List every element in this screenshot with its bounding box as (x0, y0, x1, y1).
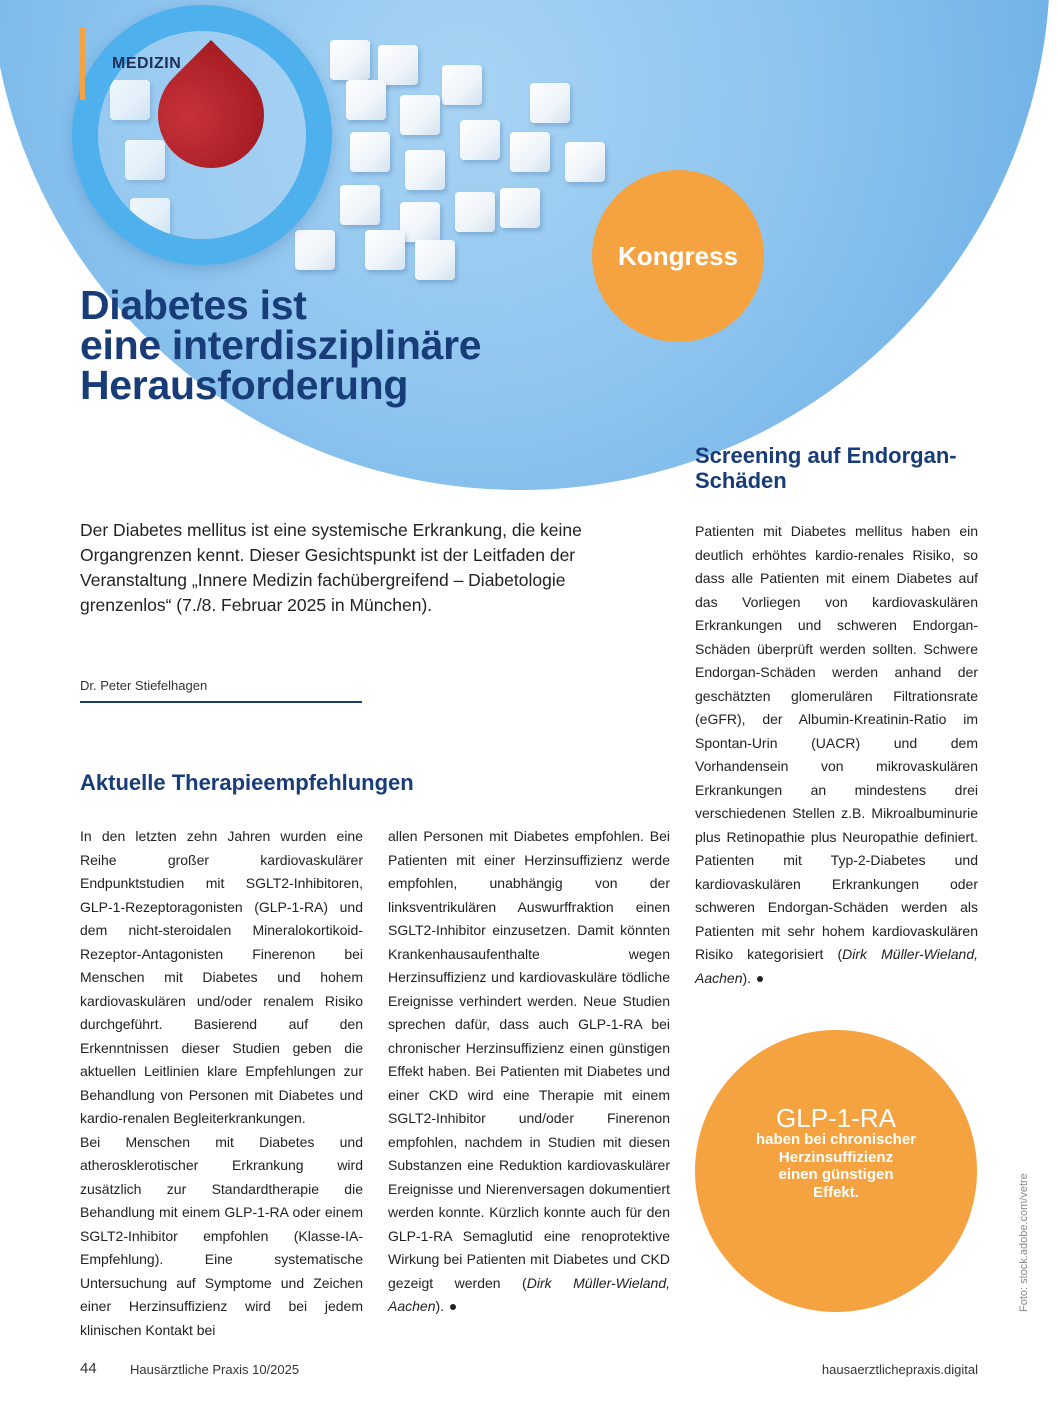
lead-paragraph: Der Diabetes mellitus ist eine systemische Erkrankung, die keine Organgrenzen kennt. Dieser Gesichtspunkt ist der Leitfaden der Veranstaltung „Innere Medizin fachübergreifend – Diabetologie grenzenlos“ (7./8. Februar 2025 in München). (80, 520, 582, 615)
screening-paragraph (695, 520, 978, 990)
photo-credit: Foto: stock.adobe.com/vetre (1018, 1173, 1030, 1312)
therapie-paragraph-3-text: allen Personen mit Diabetes empfohlen. Bei Patienten mit einer Herzinsuffizienz werde empfohlen, unabhängig von der linksventrikulären Auswurffraktion einen SGLT2-Inhibitor einzusetzen. Damit könnten Krankenhausaufenthalte wegen Herzinsuffizienz und kardiovaskuläre tödliche Ereignisse verhindert werden. Neue Studien sprechen dafür, dass auch GLP-1-RA bei chronischer Herzinsuffizienz einen günstigen Effekt haben. Bei Patienten mit Diabetes und einer CKD wird eine Therapie mit einem SGLT2-Inhibitor und/oder Finerenon empfohlen, nachdem in Studien mit diesen Substanzen eine Reduktion kardiovaskulärer Ereignisse und Nierenversagen dokumentiert werden konnte. Kürzlich konnte auch für den GLP-1-RA Semaglutid eine renoprotektive Wirkung bei Patienten mit Diabetes und CKD gezeigt werden ( (388, 828, 670, 1291)
therapie-column-1 (80, 825, 363, 1342)
end-dot-icon (450, 1304, 456, 1310)
therapie-citation: Dirk Müller-Wieland, Aachen (388, 1274, 670, 1314)
section-label: MEDIZIN (112, 55, 182, 72)
screening-column (695, 520, 978, 990)
screening-heading: Screening auf Endorgan-Schäden (695, 443, 957, 493)
therapie-heading: Aktuelle Therapieempfehlungen (80, 770, 414, 795)
therapie-paragraph-3 (388, 825, 670, 1319)
article-headline: Diabetes ist eine interdisziplinäre Herausforderung (80, 282, 482, 408)
hero-photo (0, 0, 1050, 490)
end-dot-icon (757, 976, 763, 982)
therapie-paragraph-2: Bei Menschen mit Diabetes und atherosklerotischer Erkrankung wird zusätzlich zur Standardtherapie die Behandlung mit einem GLP-1-RA oder einem SGLT2-Inhibitor empfohlen (Klasse-IA-Empfehlung). Eine systematische Untersuchung auf Symptome und Zeichen einer Herzinsuffizienz wird bei jedem klinischen Kontakt bei (80, 1133, 363, 1338)
therapie-paragraph-1: In den letzten zehn Jahren wurden eine Reihe großer kardiovaskulärer Endpunktstudien mit SGLT2-Inhibitoren, GLP-1-Rezeptoragonisten (GLP-1-RA) und dem nicht-steroidalen Mineralokortikoid-Rezeptor-Antagonisten Finerenon bei Menschen mit Diabetes und hohem kardiovaskulären und/oder renalem Risiko durchgeführt. Basierend auf den Erkenntnissen dieser Studien geben die aktuellen Leitlinien klare Empfehlungen zur Behandlung von Personen mit Diabetes und kardio-renalen Begleiterkrankungen. (80, 828, 363, 1126)
author-byline: Dr. Peter Stiefelhagen (80, 678, 362, 703)
callout-circle (695, 1030, 977, 1312)
page-number: 44 (80, 1360, 97, 1377)
screening-paragraph-text: Patienten mit Diabetes mellitus haben ein deutlich erhöhtes kardio-renales Risiko, so dass alle Patienten mit einem Diabetes auf das Vorliegen von kardiovaskulären Erkrankungen und schweren Endorgan-Schäden überprüft werden sollten. Schwere Endorgan-Schäden werden anhand der geschätzten glomerulären Filtrationsrate (eGFR), der Albumin-Kreatinin-Ratio im Spontan-Urin (UACR) und dem Vorhandensein von mikrovaskulären Erkrankungen an mindestens drei verschiedenen Stellen z.B. Mikroalbuminurie plus Retinopathie plus Neuropathie definiert. Patienten mit Typ-2-Diabetes und kardiovaskulären Erkrankungen oder schweren Endorgan-Schäden werden als Patienten mit sehr hohem kardiovaskulären Risiko kategorisiert ( (695, 523, 978, 962)
website-link[interactable]: hausaerztlichepraxis.digital (821, 1362, 978, 1377)
therapie-citation-end: ). (435, 1298, 445, 1314)
kongress-badge-label: Kongress (618, 240, 738, 271)
screening-citation: Dirk Müller-Wieland, Aachen (695, 946, 978, 986)
screening-citation-end: ). (742, 969, 752, 986)
section-accent-bar (80, 28, 85, 100)
callout-title: GLP-1-RA (776, 1103, 896, 1133)
publication-name: Hausärztliche Praxis 10/2025 (130, 1362, 300, 1377)
therapie-column-2 (388, 825, 670, 1319)
callout-text: haben bei chronischer Herzinsuffizienz einen günstigen Effekt. (755, 1131, 917, 1201)
